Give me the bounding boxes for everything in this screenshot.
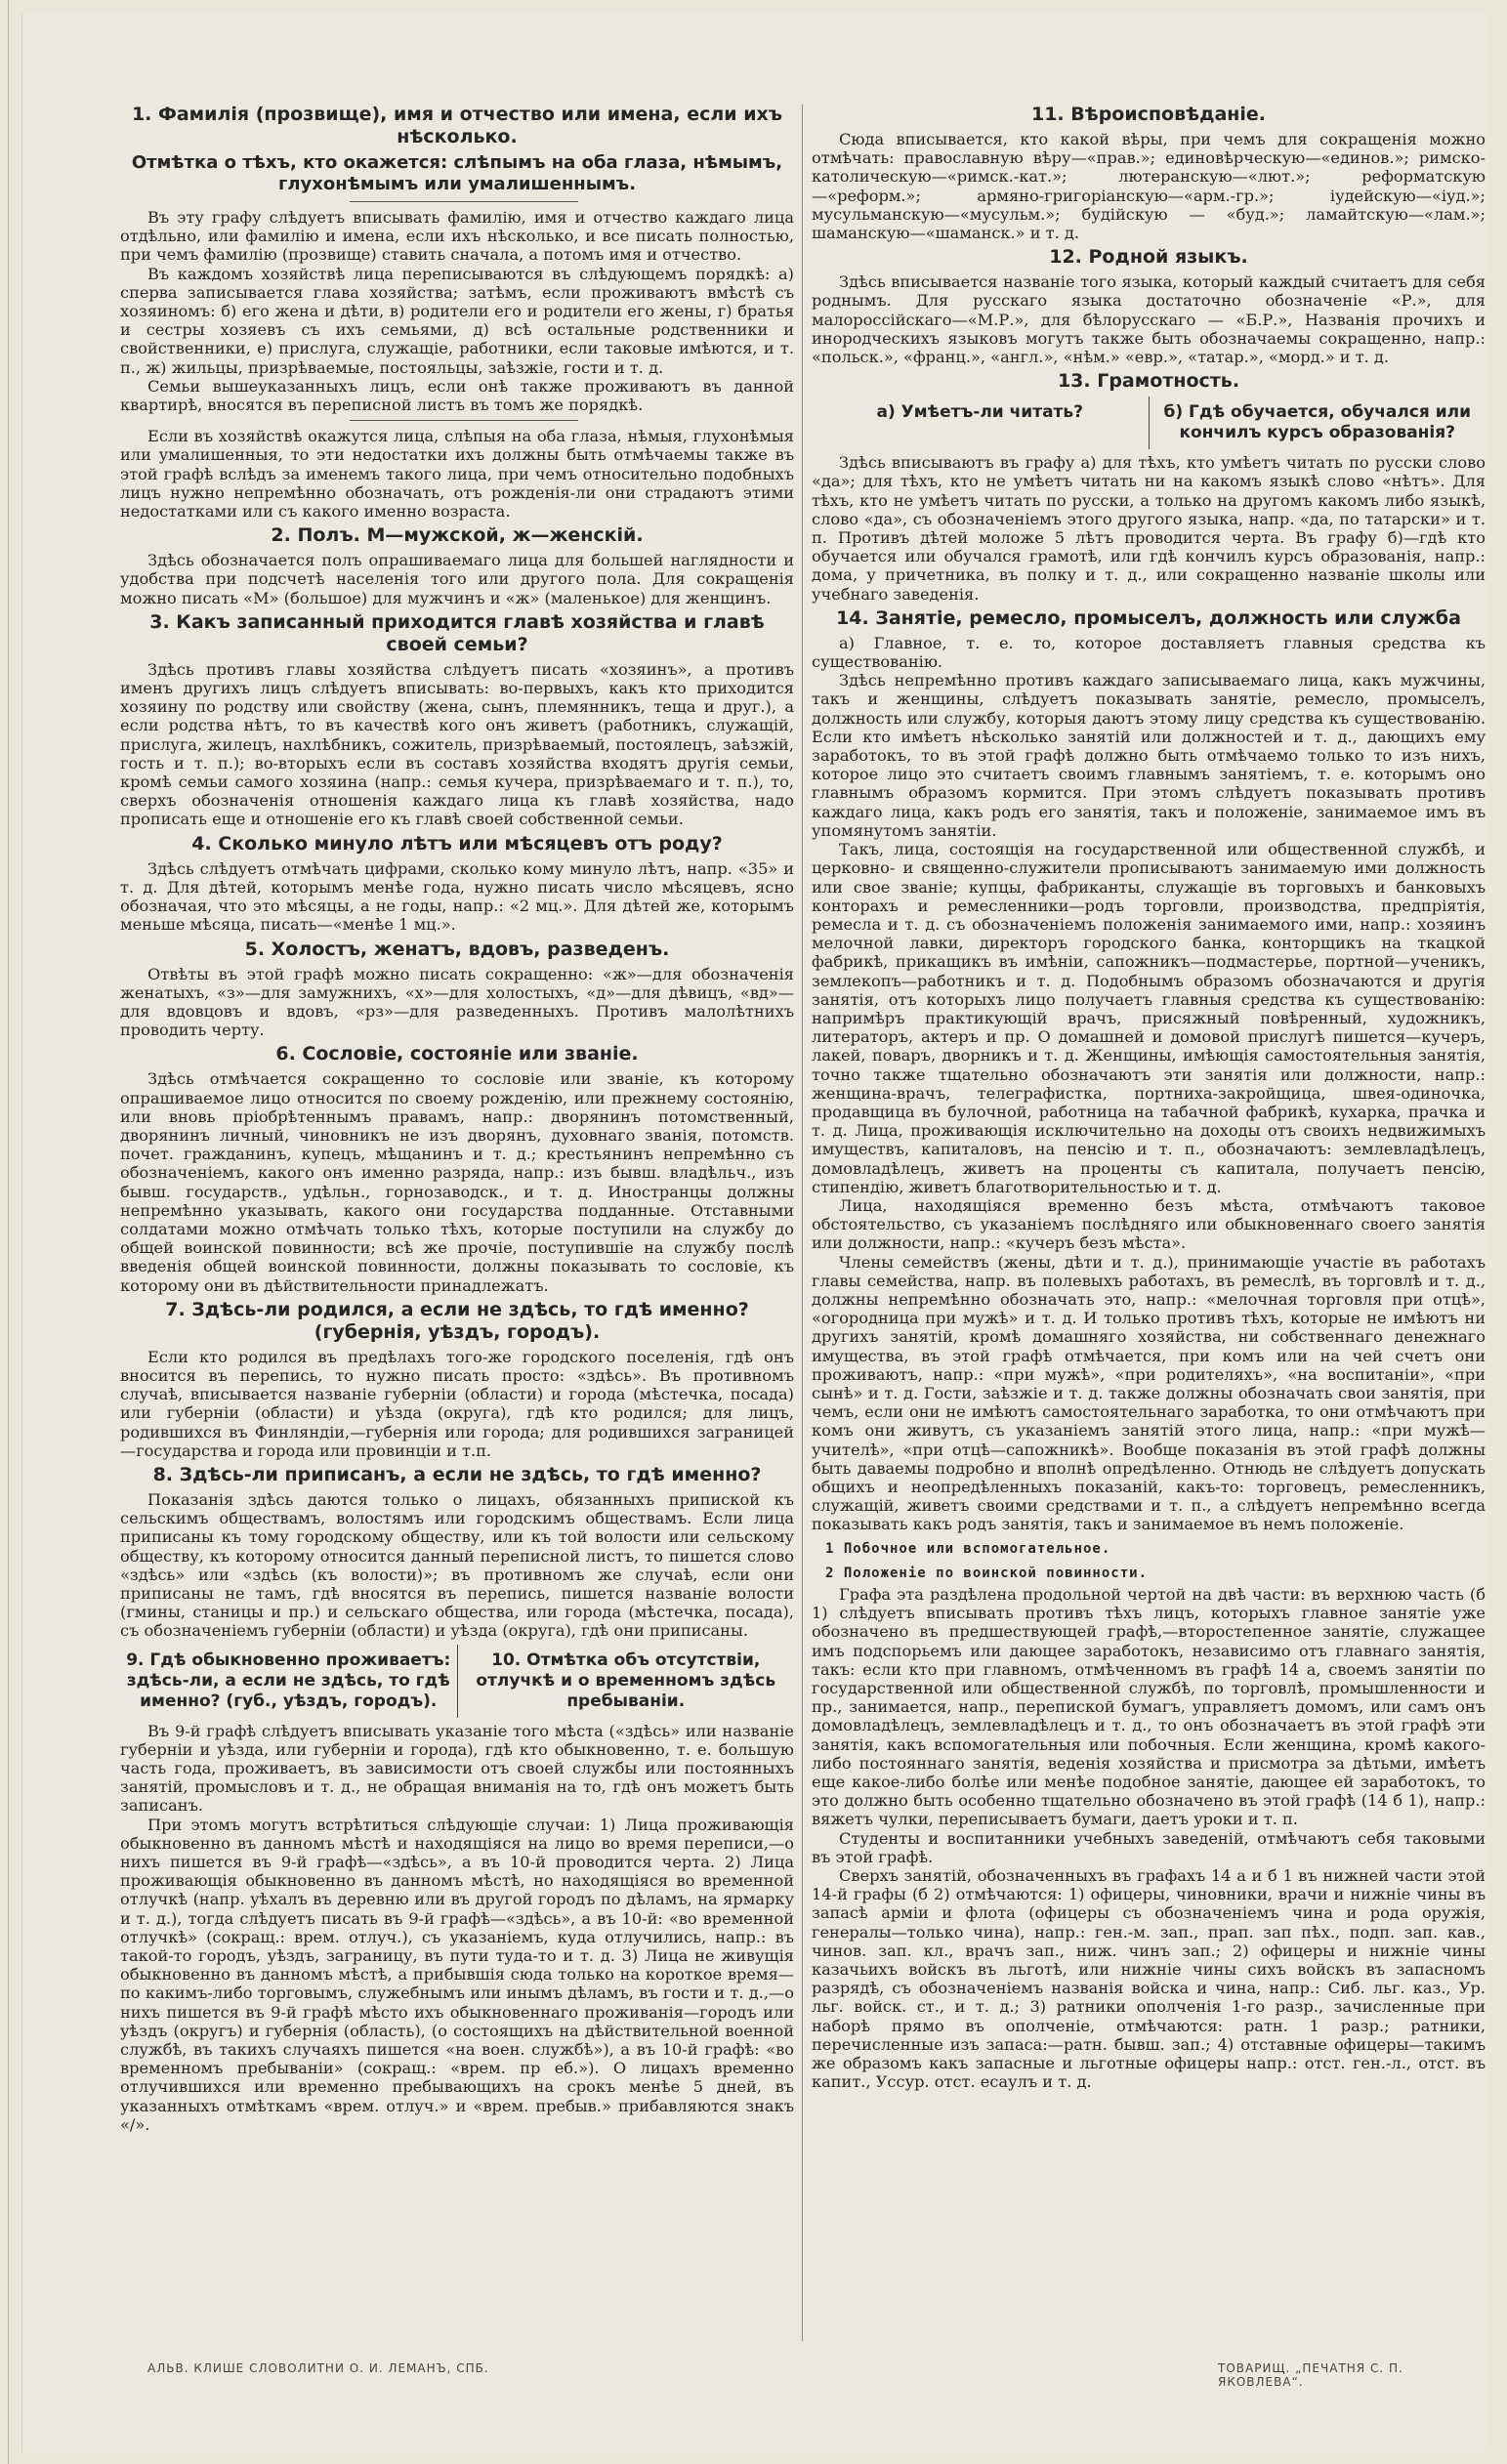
section-13-title: 13. Грамотность.	[1057, 370, 1240, 393]
section-14-para: Такъ, лица, состоящія на государственной или общественной службѣ, и церковно- и священно-служители прописываютъ занимаемую ими должность или свое званіе; купцы, фабриканты, служащіе въ торговыхъ и банковыхъ конторахъ и ремесленники—родъ торговли, производства, предпріятія, ремесла и т. д. съ обозначеніемъ положенія занимаемого ими, напр.: хозяинъ мелочной лавки, директоръ городского банка, конторщикъ на ткацкой фабрикѣ, прикащикъ въ имѣніи, сапожникъ—подмастерье, портной—ученикъ, землекопъ—работникъ и т. д. Подобнымъ образомъ обозначаются и другія занятія, отъ которыхъ лицо получаетъ главныя средства къ существованію: напримѣръ практикующій врачъ, присяжный повѣренный, художникъ, литераторъ, актеръ и пр. О домашней и домовой прислугѣ пишется—кучеръ, лакей, поваръ, дворникъ и т. д. Женщины, имѣющія самостоятельныя занятія, точно также тщательно обозначаютъ эти занятія или должности, напр.: женщина-врачъ, телеграфистка, портниха-закройщица, швея-одиночка, продавщица въ булочной, работница на табачной фабрикѣ, кухарка, прачка и т. д. Лица, проживающія исключительно на доходы отъ своихъ недвижимыхъ имуществъ, капиталовъ, на пенсію и т. п., обозначаютъ: землевладѣлецъ, домовладѣлецъ, живетъ на проценты съ капитала, получаетъ пенсію, стипендію, живетъ благотворительностью и т. д.	[812, 840, 1486, 1196]
section-13b-header	[1150, 397, 1486, 449]
section-3-para: Здѣсь противъ главы хозяйства слѣдуетъ писать «хозяинъ», а противъ именъ другихъ лицъ слѣдуетъ вписывать: во-первыхъ, какъ кто приходится хозяину по родству или свойству (жена, сынъ, племянникъ, теща и друг.), а если родства нѣтъ, то въ качествѣ кого онъ живетъ (работникъ, служащій, прислуга, жилецъ, нахлѣбникъ, сожитель, призрѣваемый, постоялецъ, заѣзжій, гость и т. п.); во-вторыхъ если въ составъ хозяйства входятъ другія семьи, кромѣ семьи самого хозяина (напр.: семья кучера, призрѣваемаго и т. п.), то, сверхъ обозначенія отношенія каждаго лица къ главѣ хозяйства, надо прописать еще и отношеніе его къ главѣ своей собственной семьи.	[120, 659, 794, 829]
section-9-header	[120, 1645, 458, 1718]
section-6-para: Здѣсь отмѣчается сокращенно то сословіе или званіе, къ которому опрашиваемое лицо относится по своему рожденію, или прежнему состоянію, или вновь пріобрѣтеннымъ правамъ, напр.: дворянинъ потомственный, дворянинъ личный, чиновникъ не изъ дворянъ, духовнаго званія, потомств. почет. гражданинъ, купецъ, мѣщанинъ и т. д.; крестьянинъ непремѣнно съ обозначеніемъ, какого онъ именно разряда, напр.: изъ бывш. владѣльч., изъ бывш. государств., удѣльн., горнозаводск., и т. д. Иностранцы должны непремѣнно указывать, какого они государства подданные. Отставными солдатами можно отмѣчать только тѣхъ, которые поступили на службу до общей воинской повинности; всѣ же прочіе, поступившіе на службу послѣ введенія общей воинской повинности, должны показывать то сословіе, къ которому они въ дѣйствительности принадлежатъ.	[120, 1069, 794, 1295]
section-1-para: Въ эту графу слѣдуетъ вписывать фамилію, имя и отчество каждаго лица отдѣльно, или фамилію и имена, если ихъ нѣсколько, и все писать полностью, при чемъ фамилію (прозвище) ставить сначала, а потомъ имя и отчество.	[120, 208, 794, 265]
section-13b-title: б) Гдѣ обучается, обучался или кончилъ курсъ образованія?	[1163, 402, 1471, 443]
section-8-title: 8. Здѣсь-ли приписанъ, а если не здѣсь, то гдѣ именно?	[152, 1463, 762, 1485]
section-14-para: Члены семействъ (жены, дѣти и т. д.), принимающіе участіе въ работахъ главы семейства, напр. въ полевыхъ работахъ, въ ремеслѣ, въ торговлѣ и т. д., должны непремѣнно обозначать это, напр.: «мелочная торговля при отцѣ», «огородница при мужѣ» и т. д. И только противъ тѣхъ, которые не имѣютъ ни другихъ занятій, кромѣ домашняго хозяйства, ни собственнаго денежнаго имущества, въ этой графѣ отмѣчается, при комъ или на чей счетъ они проживаютъ, напр.: «при мужѣ», «при родителяхъ», «на воспитаніи», «при сынѣ» и т. д. Гости, заѣзжіе и т. д. также должны обозначать свои занятія, при чемъ, если они не имѣютъ самостоятельнаго заработка, то они отмѣчаютъ при комъ они живутъ, съ указаніемъ занятій этого лица, напр.: «при мужѣ—учителѣ», «при отцѣ—сапожникѣ». Вообще показанія въ этой графѣ должны быть даваемы подробно и вполнѣ опредѣленно. Отнюдь не слѣдуетъ допускать общихъ и неопредѣленныхъ показаній, какъ-то: торговецъ, ремесленникъ, служащій, живетъ своими средствами и т. п., а слѣдуетъ непремѣнно всегда показывать какъ родъ занятія, такъ и занимаемое въ немъ положеніе.	[812, 1252, 1486, 1534]
section-14-para: Лица, находящіяся временно безъ мѣста, отмѣчаютъ таковое обстоятельство, съ указаніемъ послѣдняго или обыкновеннаго своего занятія или должности, напр.: «кучеръ безъ мѣста».	[812, 1195, 1486, 1253]
section-14-para: Графа эта раздѣлена продольной чертой на двѣ части: въ верхнюю часть (б 1) слѣдуетъ вписывать противъ тѣхъ лицъ, которыхъ главное занятіе уже обозначено въ предшествующей графѣ,—второстепенное занятіе, служащее имъ подспорьемъ или дающее заработокъ, независимо отъ главнаго занятія, такъ: если кто при главномъ, отмѣченномъ въ графѣ 14 а, своемъ занятіи по государственной или общественной службѣ, по торговлѣ, промышленности и пр., занимается, напр., перепиской бумагъ, управляетъ домомъ, или самъ онъ домовладѣлецъ, землевладѣлецъ и т. д., то онъ обозначаетъ въ этой графѣ эти занятія, какъ вспомогательныя или побочныя. Если женщина, кромѣ какого-либо постояннаго занятія, веденія хозяйства и присмотра за дѣтьми, имѣетъ еще какое-либо болѣе или менѣе подобное занятіе, дающее ей заработокъ, то это должно быть особенно тщательно обозначено въ этой графѣ (14 б 1), напр.: вяжетъ чулки, переписываетъ бумаги, даетъ уроки и т. п.	[812, 1585, 1486, 1829]
section-11-title: 11. Вѣроисповѣданіе.	[1030, 104, 1267, 125]
section-11-para: Сюда вписывается, кто какой вѣры, при чемъ для сокращенія можно отмѣчать: православную вѣру—«прав.»; единовѣрческую—«единов.»; римско-католическую—«римск.-кат.»; лютеранскую—«лют.»; реформатскую—«реформ.»; армяно-григоріанскую—«арм.-гр.»; іудейскую—«іуд.»; мусульманскую—«мусульм.»; будійскую — «буд.»; ламайтскую—«лам.»; шаманскую—«шаманск.» и т. д.	[812, 130, 1486, 243]
section-7-title: 7. Здѣсь-ли родился, а если не здѣсь, то гдѣ именно? (губернія, уѣздъ, городъ).	[165, 1298, 749, 1343]
section-14b2-label: 2 Положеніе по воинской повинности.	[825, 1565, 1149, 1581]
section-14-para: Сверхъ занятій, обозначенныхъ въ графахъ 14 а и б 1 въ нижней части этой 14-й графы (б 2) отмѣчаются: 1) офицеры, чиновники, врачи и нижніе чины въ запасѣ арміи и флота (офицеры съ обозначеніемъ чина и рода оружія, генералы—только чина), напр.: ген.-м. зап., прап. зап пѣх., подп. зап. кав., чинов. зап. кл., врачъ зап., ниж. чинъ зап.; 2) офицеры и нижніе чины казачьихъ войскъ въ льготѣ, или нижніе чины сихъ войскъ въ запасномъ разрядѣ, съ обозначеніемъ названія войска и чина, напр.: Сиб. льг. каз., Ур. льг. войск. ст., и т. д.; 3) ратники ополченія 1-го разр., зачисленные при наборѣ прямо въ ополченіе, отмѣчаются: ратн. 1 разр.; ратники, перечисленные изъ запаса:—ратн. бывш. зап.; 4) отставные офицеры—такимъ же образомъ какъ запасные и льготные офицеры напр.: отст. ген.-л., отст. въ капит., Уссур. отст. есаулъ и т. д.	[812, 1866, 1486, 2092]
section-5-title: 5. Холостъ, женатъ, вдовъ, разведенъ.	[244, 938, 670, 960]
divider-rule	[350, 420, 579, 421]
section-1-para: Если въ хозяйствѣ окажутся лица, слѣпыя на оба глаза, нѣмыя, глухонѣмыя или умалишенныя, то эти недостатки ихъ должны быть отмѣчаемы также въ этой графѣ вслѣдъ за именемъ такого лица, при чемъ относительно подобныхъ лицъ нужно непремѣнно обозначать, отъ рожденія-ли они страдаютъ этими недостатками или съ какого именно возраста.	[120, 427, 794, 522]
section-9-10-header	[120, 1645, 794, 1718]
section-8-para: Показанія здѣсь даются только о лицахъ, обязанныхъ припиской къ сельскимъ обществамъ, волостямъ или городскимъ обществамъ. Если лица приписаны къ тому городскому обществу, или къ той волости или сельскому обществу, къ которому относится данный переписной листъ, то пишется слово «здѣсь» или «здѣсь (къ волости)»; въ противномъ же случаѣ, если они приписаны не тамъ, гдѣ вносятся въ перепись, пишется названіе волости (гмины, станицы и пр.) и сельскаго общества, или города (мѣстечка, посада), съ обозначеніемъ губерніи (области) и уѣзда (округа), гдѣ они приписаны.	[120, 1489, 794, 1641]
section-1-title: 1. Фамилія (прозвище), имя и отчество или имена, если ихъ нѣсколько.	[131, 104, 783, 147]
section-1-para: Семьи вышеуказанныхъ лицъ, если онѣ также проживаютъ въ данной квартирѣ, вносятся въ переписной листъ въ томъ же порядкѣ.	[120, 376, 794, 415]
section-6-title: 6. Сословіе, состояніе или званіе.	[275, 1043, 639, 1065]
section-9-title: 9. Гдѣ обыкновенно проживаетъ: здѣсь-ли, а если не здѣсь, то гдѣ именно? (губ., уѣздъ, городъ).	[126, 1650, 451, 1711]
section-14-para: Студенты и воспитанники учебныхъ заведеній, отмѣчаютъ себя таковыми въ этой графѣ.	[812, 1828, 1486, 1866]
right-column	[812, 100, 1486, 2346]
section-9-para: При этомъ могутъ встрѣтиться слѣдующіе случаи: 1) Лица проживающія обыкновенно въ данномъ мѣстѣ и находящіяся на лицо во время переписи,—о нихъ пишется въ 9-й графѣ—«здѣсь», а въ 10-й проводится черта. 2) Лица проживающія обыкновенно въ данномъ мѣстѣ, но находящіяся во временной отлучкѣ (напр. уѣхалъ въ деревню или въ другой городъ по дѣламъ, на ярмарку и т. д.), тогда слѣдуетъ писать въ 9-й графѣ—«здѣсь», а въ 10-й: «во временной отлучкѣ» (сокращ.: врем. отлуч.), съ указаніемъ, куда отлучились, напр.: въ такой-то городъ, уѣздъ, заграницу, въ пути туда-то и т. д. 3) Лица не живущія обыкновенно въ данномъ мѣстѣ, а прибывшія сюда только на короткое время—по какимъ-либо торговымъ, служебнымъ или инымъ дѣламъ, въ гости и т. д.,—о нихъ пишется въ 9-й графѣ мѣсто ихъ обыкновеннаго проживанія—городъ или уѣздъ (округъ) и губернія (область), (о состоящихъ на дѣйствительной военной службѣ, въ такихъ случаяхъ пишется «на воен. службѣ»), а въ 10-й графѣ: «во временномъ пребываніи» (сокращ.: «врем. пр еб.»). О лицахъ временно отлучившихся или временно пребывающихъ на срокъ менѣе 5 дней, въ указанныхъ отмѣткамъ «врем. отлуч.» и «врем. пребыв.» прибавляются знакъ «/».	[120, 1815, 794, 2134]
section-5-para: Отвѣты въ этой графѣ можно писать сокращенно: «ж»—для обозначенія женатыхъ, «з»—для замужнихъ, «х»—для холостыхъ, «д»—для дѣвицъ, «вд»—для вдовцовъ и вдовъ, «рз»—для разведенныхъ. Противъ малолѣтнихъ проводить черту.	[120, 964, 794, 1040]
section-10-header	[458, 1645, 795, 1718]
section-13a-title: а) Умѣетъ-ли читать?	[876, 402, 1084, 423]
section-1-para: Въ каждомъ хозяйствѣ лица переписываются въ слѣдующемъ порядкѣ: а) сперва записывается глава хозяйства; затѣмъ, если проживаютъ вмѣстѣ съ хозяиномъ: б) его жена и дѣти, в) родители его и родители его жены, г) братья и сестры хозяевъ съ ихъ семьями, д) всѣ остальные родственники и свойственники, е) прислуга, служащіе, работники, если таковые имѣются, и т. п., ж) жильцы, призрѣваемые, постояльцы, заѣзжіе, гости и т. д.	[120, 264, 794, 377]
section-4-title: 4. Сколько минуло лѣтъ или мѣсяцевъ отъ роду?	[191, 832, 723, 855]
section-12-para: Здѣсь вписывается названіе того языка, который каждый считаетъ для себя роднымъ. Для русскаго языка достаточно обозначеніе «Р.», для малороссійскаго—«М.Р.», для бѣлорусскаго — «Б.Р.», Названія прочихъ и инородческихъ языковъ могутъ также быть обозначаемы сокращенно, напр.: «польск.», «франц.», «англ.», «нѣм.» «евр.», «татар.», «морд.» и т. д.	[812, 272, 1486, 367]
section-1-subtitle: Отмѣтка о тѣхъ, кто окажется: слѣпымъ на оба глаза, нѣмымъ, глухонѣмымъ или умалишеннымъ.	[131, 152, 783, 194]
section-3-title: 3. Какъ записанный приходится главѣ хозяйства и главѣ своей семьи?	[149, 610, 765, 655]
section-2-title: 2. Полъ. М—мужской, ж—женскій.	[271, 524, 644, 547]
column-divider	[802, 104, 803, 2341]
divider-rule	[350, 201, 579, 202]
footer-left-imprint: АЛЬВ. КЛИШЕ СЛОВОЛИТНИ О. И. ЛЕМАНЪ, СПБ.	[147, 2361, 489, 2375]
section-13-header	[812, 397, 1486, 449]
section-9-para: Въ 9-й графѣ слѣдуетъ вписывать указаніе того мѣста («здѣсь» или названіе губерніи и уѣзда, или губерніи и города), гдѣ кто обыкновенно, т. е. большую часть года, проживаетъ, въ зависимости отъ своей службы или постоянныхъ занятій, промысловъ и т. д., не обращая вниманія на то, гдѣ онъ можетъ быть записанъ.	[120, 1721, 794, 1816]
section-7-para: Если кто родился въ предѣлахъ того-же городского поселенія, гдѣ онъ вносится въ перепись, то нужно писать просто: «здѣсь». Въ противномъ случаѣ, вписывается названіе губерніи (области) и города (мѣстечка, посада) или губерніи (области) и уѣзда (округа), гдѣ кто родился; для лицъ, родившихся въ Финляндіи,—губернія или города; для родившихся заграницей—государства и города или провинціи и т.п.	[120, 1347, 794, 1460]
section-2-para: Здѣсь обозначается полъ опрашиваемаго лица для большей наглядности и удобства при подсчетѣ населенія того или другого пола. Для сокращенія можно писать «М» (большое) для мужчинъ и «ж» (маленькое) для женщинъ.	[120, 551, 794, 607]
footer-right-imprint: ТОВАРИЩ. „ПЕЧАТНЯ С. П. ЯКОВЛЕВА“.	[1218, 2361, 1403, 2389]
census-instruction-sheet	[21, 12, 1487, 2451]
section-14-para: Здѣсь непремѣнно противъ каждаго записываемаго лица, какъ мужчины, такъ и женщины, слѣдуетъ показывать занятіе, ремесло, промыселъ, должность или службу, которыя даютъ этому лицу средства къ существованію. Если кто имѣетъ нѣсколько занятій или должностей и т. д., дающихъ ему заработокъ, то въ этой графѣ должно быть отмѣчаемо только то изъ нихъ, которое лицо это считаетъ своимъ главнымъ занятіемъ, т. е. которымъ оно главнымъ образомъ кормится. При этомъ слѣдуетъ показывать противъ каждаго лица, какъ родъ его занятія, такъ и положеніе, занимаемое имъ въ упомянутомъ занятіи.	[812, 671, 1486, 840]
page-edge	[8, 0, 9, 2464]
section-13-para: Здѣсь вписываютъ въ графу а) для тѣхъ, кто умѣетъ читать по русски слово «да»; для тѣхъ, кто не умѣетъ читать ни на какомъ языкѣ слово «нѣтъ». Для тѣхъ, кто не умѣетъ читать по русски, а только на другомъ какомъ либо языкѣ, слово «да», съ обозначеніемъ этого другого языка, напр. «да, по татарски» и т. п. Противъ дѣтей моложе 5 лѣтъ проводится черта. Въ графу б)—гдѣ кто обучается или обучался грамотѣ, или гдѣ кончилъ курсъ образованія, напр.: дома, у причетника, въ полку и т. д., или сокращенно названіе школы или учебнаго заведенія.	[812, 453, 1486, 604]
left-column	[120, 100, 794, 2346]
section-10-title: 10. Отмѣтка объ отсутствіи, отлучкѣ и о временномъ здѣсь пребываніи.	[476, 1650, 776, 1711]
section-12-title: 12. Родной языкъ.	[1049, 246, 1248, 269]
section-4-para: Здѣсь слѣдуетъ отмѣчать цифрами, сколько кому минуло лѣтъ, напр. «35» и т. д. Для дѣтей, которымъ менѣе года, нужно писать число мѣсяцевъ, ясно обозначая, что это мѣсяцы, а не годы, напр.: «2 мц.». Для дѣтей же, которымъ меньше мѣсяца, писать—«менѣе 1 мц.».	[120, 858, 794, 935]
section-14a-heading: а) Главное, т. е. то, которое доставляетъ главныя средства къ существованію.	[812, 633, 1486, 672]
section-13a-header	[812, 397, 1150, 449]
section-14b1-label: 1 Побочное или вспомогательное.	[825, 1540, 1111, 1557]
section-14-title: 14. Занятіе, ремесло, промыселъ, должность или служба	[836, 606, 1461, 629]
